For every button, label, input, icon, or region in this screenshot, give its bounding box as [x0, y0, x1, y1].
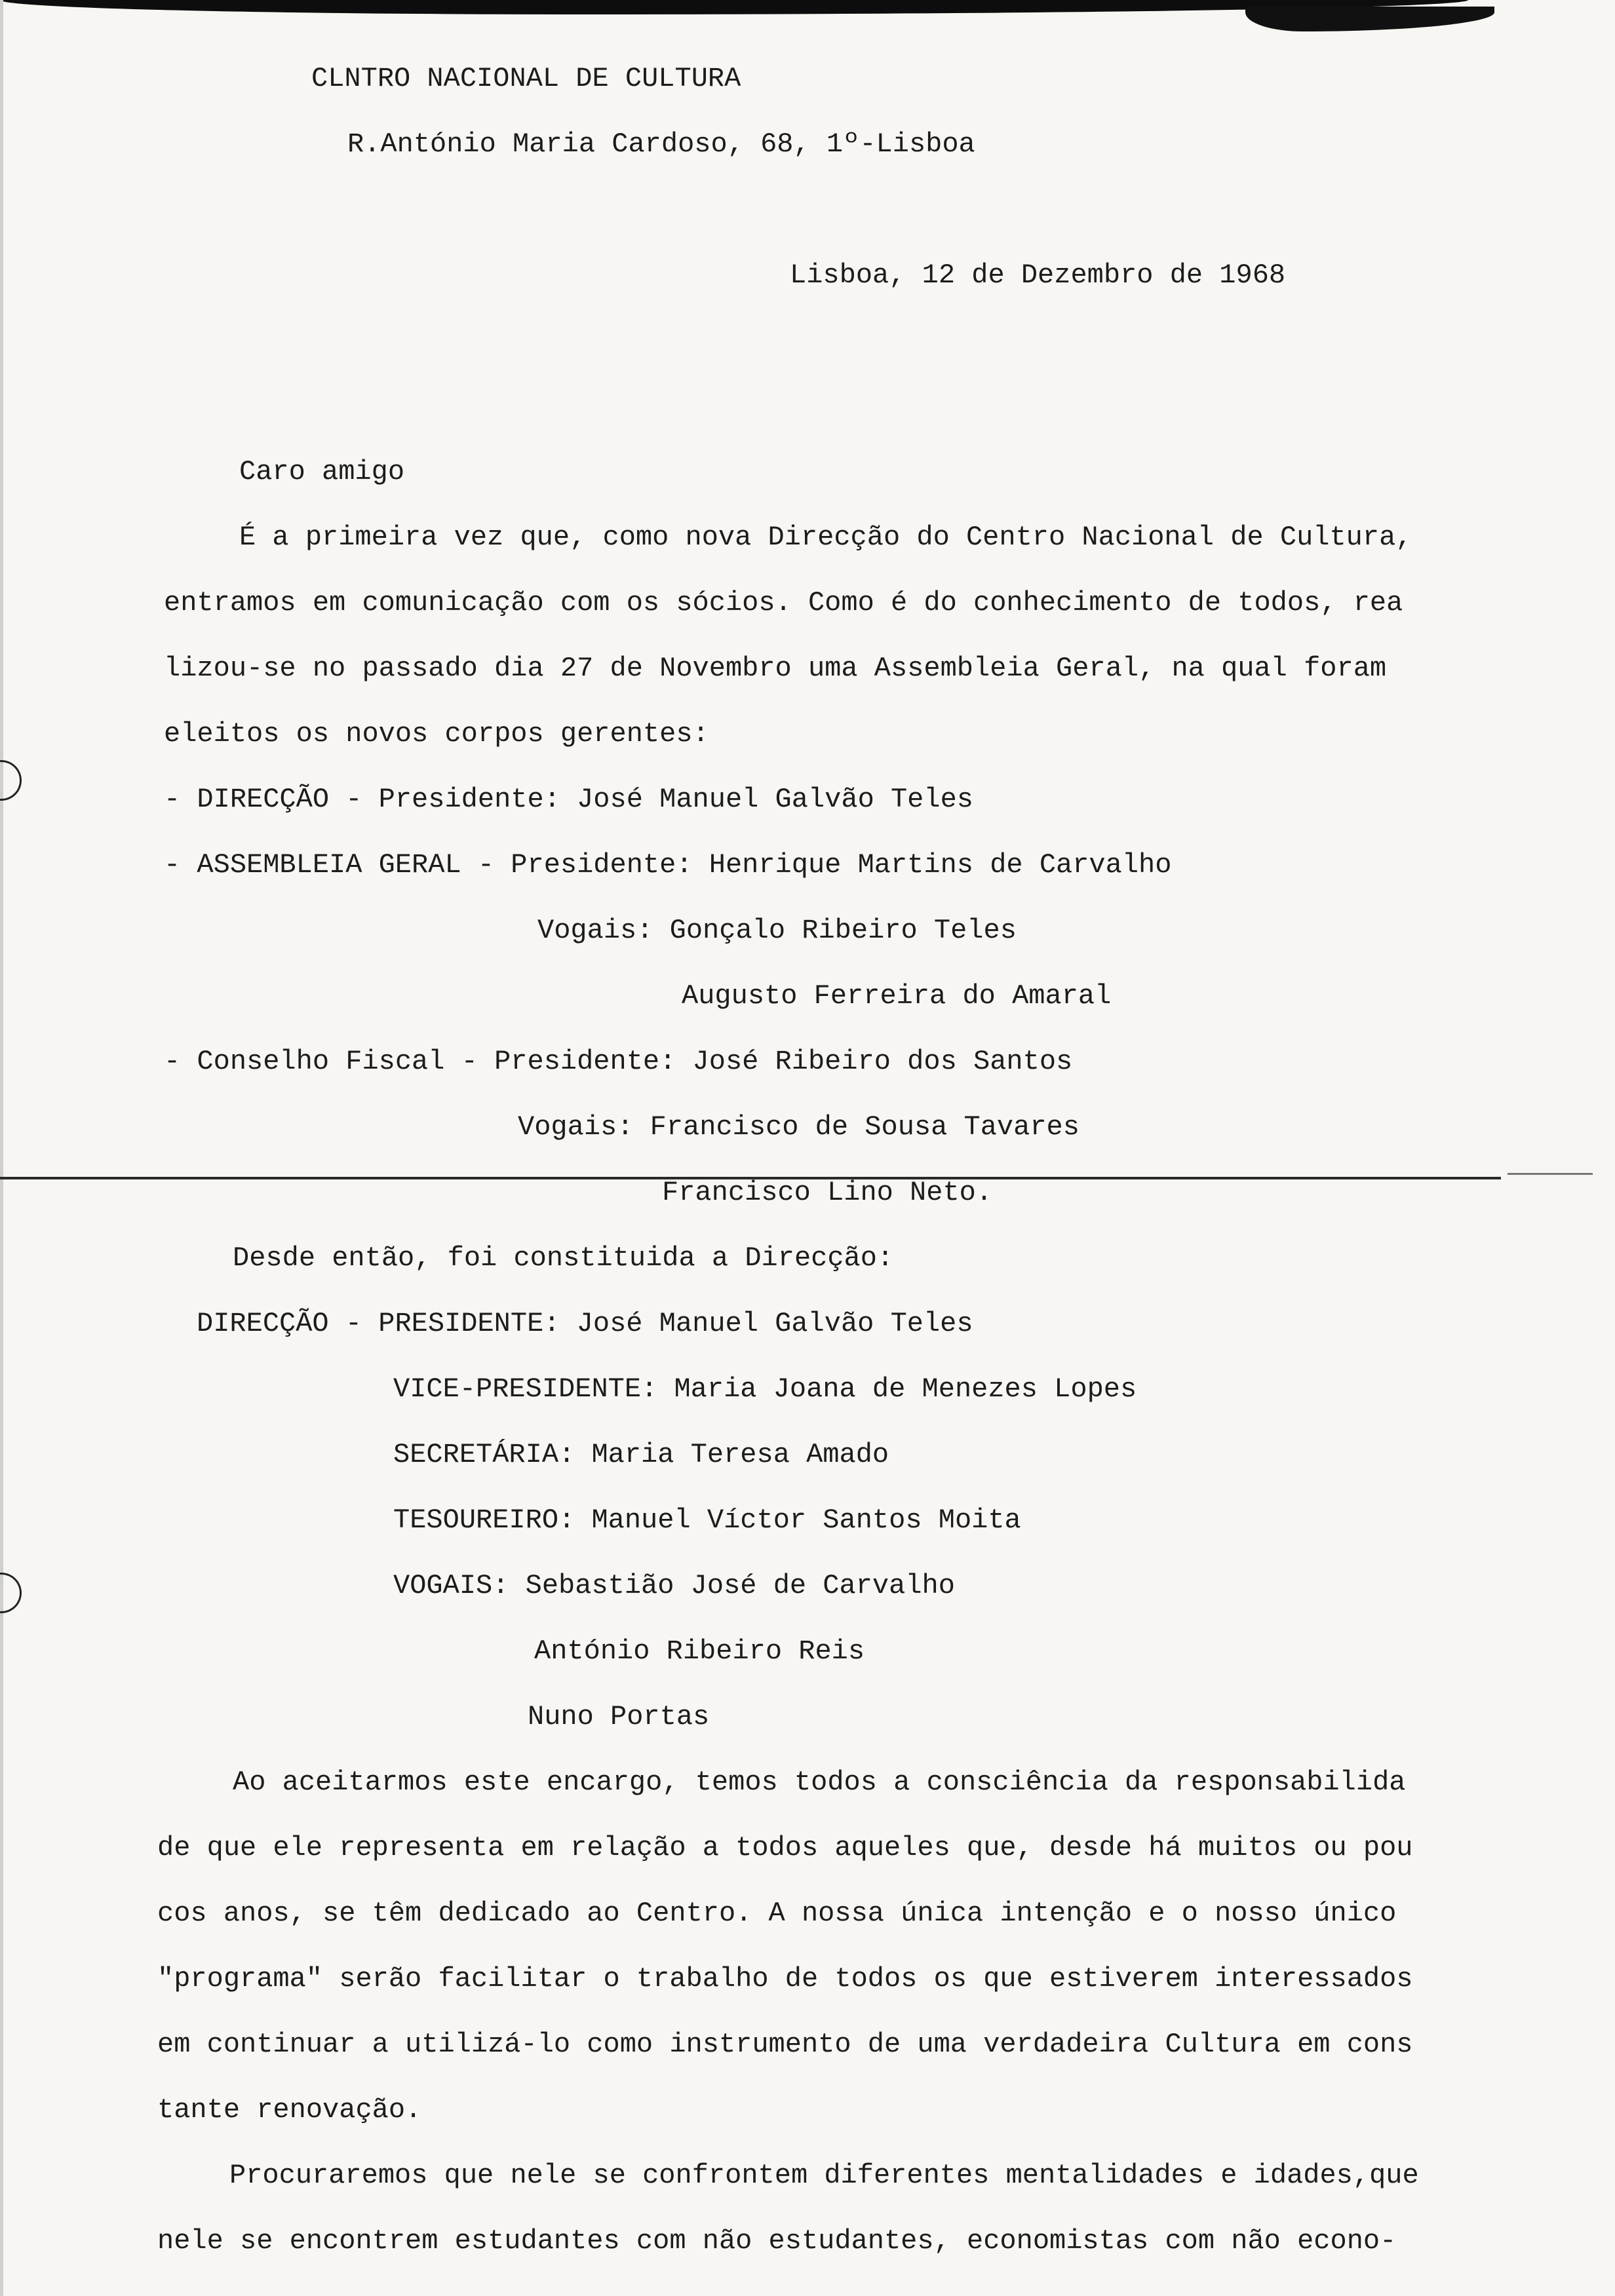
direction-entry: TESOUREIRO: Manuel Víctor Santos Moita — [393, 1504, 1021, 1536]
body-entry: - DIRECÇÃO - Presidente: José Manuel Galvão Teles — [164, 784, 974, 815]
intro-line: eleitos os novos corpos gerentes: — [164, 718, 709, 750]
body-entry: - Conselho Fiscal - Presidente: José Ribeiro dos Santos — [164, 1046, 1073, 1077]
scan-top-edge-curl — [1245, 7, 1494, 31]
body-entry: Vogais: Gonçalo Ribeiro Teles — [537, 915, 1017, 946]
org-name: CLNTRO NACIONAL DE CULTURA — [311, 63, 741, 94]
direction-entry: SECRETÁRIA: Maria Teresa Amado — [393, 1439, 889, 1470]
direction-intro: Desde então, foi constituida a Direcção: — [233, 1242, 894, 1274]
salutation: Caro amigo — [239, 456, 405, 488]
intro-line: É a primeira vez que, como nova Direcção do Centro Nacional de Cultura, — [239, 522, 1412, 553]
paragraph-line: em continuar a utilizá-lo como instrumento de uma verdadeira Cultura em cons — [157, 2029, 1413, 2060]
org-address: R.António Maria Cardoso, 68, 1º-Lisboa — [347, 128, 975, 160]
direction-entry: VICE-PRESIDENTE: Maria Joana de Menezes Lopes — [393, 1373, 1137, 1405]
paragraph-line: Ao aceitarmos este encargo, temos todos a consciência da responsabilida — [233, 1767, 1406, 1798]
body-entry: Francisco Lino Neto. — [662, 1177, 993, 1208]
scan-left-edge — [0, 0, 3, 2296]
punch-hole-mark — [0, 760, 22, 801]
direction-entry: DIRECÇÃO - PRESIDENTE: José Manuel Galvão Teles — [197, 1308, 973, 1339]
direction-entry: António Ribeiro Reis — [534, 1636, 865, 1667]
letter-date: Lisboa, 12 de Dezembro de 1968 — [790, 259, 1286, 291]
body-entry: Vogais: Francisco de Sousa Tavares — [518, 1111, 1080, 1143]
paragraph-line: "programa" serão facilitar o trabalho de todos os que estiverem interessados — [157, 1963, 1413, 1995]
direction-entry: Nuno Portas — [528, 1701, 710, 1732]
paragraph-line: cos anos, se têm dedicado ao Centro. A nossa única intenção e o nosso único — [157, 1898, 1397, 1929]
intro-line: lizou-se no passado dia 27 de Novembro uma Assembleia Geral, na qual foram — [164, 653, 1387, 684]
intro-line: entramos em comunicação com os sócios. Como é do conhecimento de todos, rea — [164, 587, 1403, 619]
body-entry: - ASSEMBLEIA GERAL - Presidente: Henrique Martins de Carvalho — [164, 849, 1172, 881]
paragraph-line: de que ele representa em relação a todos aqueles que, desde há muitos ou pou — [157, 1832, 1413, 1864]
body-entry: Augusto Ferreira do Amaral — [682, 980, 1112, 1012]
paragraph-line: tante renovação. — [157, 2094, 422, 2126]
paragraph-line: nele se encontrem estudantes com não estudantes, economistas com não econo- — [157, 2225, 1397, 2257]
paragraph-line: Procuraremos que nele se confrontem diferentes mentalidades e idades,que — [229, 2160, 1419, 2191]
paper-fold-tail — [1508, 1173, 1593, 1175]
punch-hole-mark — [0, 1573, 22, 1613]
direction-entry: VOGAIS: Sebastião José de Carvalho — [393, 1570, 955, 1601]
